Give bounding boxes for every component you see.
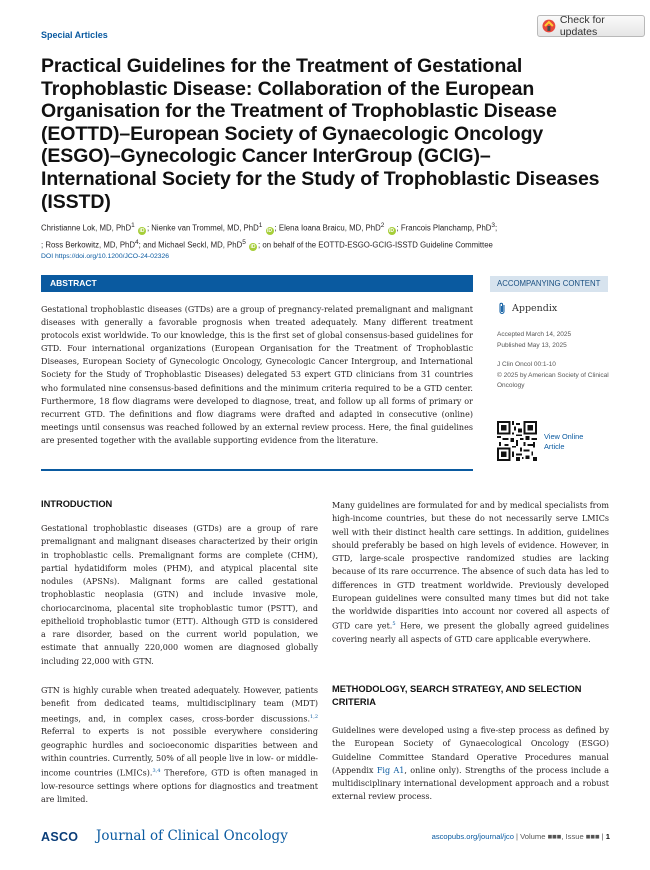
author-name: ; Nienke van Trommel, MD, PhD	[146, 223, 259, 233]
publisher-logo: ASCO	[41, 830, 79, 844]
abstract-heading: ABSTRACT	[41, 275, 473, 292]
check-for-updates-button[interactable]	[537, 15, 645, 37]
reference-link[interactable]: 3,4	[152, 768, 161, 775]
accepted-date: Accepted March 14, 2025	[497, 331, 572, 338]
qr-code-icon[interactable]	[497, 421, 537, 461]
introduction-paragraph: Gestational trophoblastic diseases (GTDs) are a group of rare premalignant and malignant diseases characterized by their origin in trophoblastic cells. Premalignant forms are complete (CHM), partial hydatidiform moles (PHM), and atypical placental site nodules (APSNs). Malignant forms are called gestational trophoblastic neoplasia (GTN) and include invasive mole, choriocarcinoma, placental site trophoblastic tumor (PSTT), and epithelioid trophoblastic tumor (ETT). Although GTD is considered a rare disorder, based on the current world population, we estimate that annually 220,000 women are diagnosed globally including 22,000 with GTN.	[41, 524, 318, 666]
author-name: ; Elena Ioana Braicu, MD, PhD	[274, 223, 381, 233]
affiliation-mark: 1	[258, 222, 263, 229]
citation: J Clin Oncol 00:1-10	[497, 361, 556, 368]
section-label: Special Articles	[41, 30, 108, 40]
orcid-icon[interactable]: iD	[250, 244, 256, 251]
affiliation-mark: 2	[380, 222, 385, 229]
affiliation-mark: 3	[491, 222, 496, 229]
methodology-heading: METHODOLOGY, SEARCH STRATEGY, AND SELECTION CRITERIA	[332, 684, 582, 707]
author-name: ; and Michael Seckl, MD, PhD	[138, 240, 243, 250]
reference-link[interactable]: 1,2	[310, 713, 318, 720]
author-group: ; on behalf of the EOTTD-ESGO-GCIG-ISSTD Guideline Committee	[258, 240, 493, 250]
abstract-divider	[41, 469, 473, 471]
author-name: ; Ross Berkowitz, MD, PhD	[41, 240, 136, 250]
orcid-icon[interactable]: iD	[389, 227, 395, 234]
crossmark-icon	[542, 19, 556, 33]
figure-link[interactable]: Fig A1	[376, 765, 405, 775]
volume-issue: | Volume ■■■, Issue ■■■ |	[513, 832, 606, 841]
copyright: © 2025 by American Society of Clinical Oncology	[497, 371, 609, 389]
article-metadata	[497, 330, 617, 392]
view-online-link[interactable]	[544, 432, 583, 452]
journal-name: Journal of Clinical Oncology	[96, 828, 288, 844]
introduction-paragraph: GTN is highly curable when treated adequately. However, patients benefit from dedicated teams, multidisciplinary team (MDT) meetings, and, in complex cases, cross-border discussions.$^{1,2}$ Referral to experts is not possible everywhere considering geographic hurdles and socioeconomic disparities between and within countries. Currently, 50% of all people live in low- or middle-income countries (LMICs).$^{3,4}$ Therefore, GTD is often managed in low-resource settings where options for diagnostics and treatment are limited.	[41, 686, 319, 805]
abstract-text: Gestational trophoblastic diseases (GTDs) are a group of pregnancy-related premalignant and malignant diseases with generally a favorable prognosis when treated adequately. Many different treatment protocols exist worldwide. To our knowledge, this is the first set of global consensus-based guidelines for GTD. Four international organizations (European Organisation for the Treatment of Trophoblastic Diseases, European Society of Gynecologic Oncology, Gynecologic Cancer Intergroup, and International Society for the Study of Trophoblastic Diseases) delegated 53 expert GTD clinicians from 31 countries who formulated nine consensus-based definitions and the minimum criteria required to be a GTD center. Furthermore, 18 flow diagrams were developed to diagnose, treat, and follow up all forms of primary or recurrent GTD. The definitions and flow diagrams were drafted and adapted in consecutive (online) meetings until consensus was reached followed by an external review process. Here, the final guidelines are presented together with the available supporting evidence from the literature.	[41, 305, 473, 445]
affiliation-mark: 4	[135, 238, 139, 246]
page-number: 1	[605, 832, 610, 841]
author-name: Christianne Lok, MD, PhD	[41, 223, 132, 233]
reference-link[interactable]: 5	[392, 621, 396, 628]
view-online-label: Article	[544, 442, 565, 451]
check-for-updates-label: Check for updates	[559, 14, 605, 38]
appendix-link[interactable]	[497, 302, 557, 315]
orcid-icon[interactable]: iD	[267, 227, 273, 234]
view-online-label: View Online	[544, 432, 584, 441]
doi-link[interactable]: DOI https://doi.org/10.1200/JCO-24-02326	[41, 253, 170, 260]
published-date: Published May 13, 2025	[497, 341, 567, 349]
introduction-paragraph: Many guidelines are formulated for and by medical specialists from high-income countries, but these do not necessarily serve LMICs well with their distinct health care settings. In addition, guidelines should preferably be based on high levels of evidence. However, in GTD, large-scale prospective randomized studies are lacking because of its rare occurrence. The absence of such data has led to differences in GTD treatment worldwide. Previously developed European guidelines were consulted many times but did not take the worldwide disparities into account nor covered all aspects of GTD care yet.$^5$ Here, we present the globally agreed guidelines covering nearly all aspects of GTD care applicable everywhere.	[332, 501, 609, 645]
accompanying-content-heading: ACCOMPANYING CONTENT	[490, 276, 608, 292]
article-title: Practical Guidelines for the Treatment of Gestational Trophoblastic Disease: Collaboration of the European Organisation for the Treatment of Trophoblastic Disease (EOTTD)–European Society of Gynaecologic Oncology (ESGO)–Gynecologic Cancer InterGroup (GCIG)–International Society for the Study of Trophoblastic Diseases (ISSTD)	[41, 55, 600, 213]
methodology-paragraph: Guidelines were developed using a five-step process as defined by the European Society of Gynaecological Oncology (ESGO) Guideline Committee Standard Operative Procedures manual (Appendix Fig A1, online only). Strengths of the process include a multidisciplinary international development approach and a robust external review process.	[332, 726, 610, 802]
affiliation-mark: 1	[131, 222, 135, 229]
journal-url-link[interactable]: ascopubs.org/journal/jco	[431, 832, 514, 841]
appendix-label: Appendix	[512, 303, 558, 314]
orcid-icon[interactable]: iD	[139, 227, 145, 234]
paperclip-icon	[497, 302, 507, 315]
author-name: ; Francois Planchamp, PhD	[396, 223, 492, 233]
author-list: Christianne Lok, MD, PhD$^1$ iD ; Nienke van Trommel, MD, PhD$^1$ iD ; Elena Ioana Braicu, MD, PhD$^2$ iD ; Francois Planchamp, PhD$^3$; ; Ross Berkowitz, MD, PhD$^4$; and Michael Seckl, MD, PhD$^5$ iD ; on behalf of the EOTTD-ESGO-GCIG-ISSTD Guideline Committee	[41, 222, 498, 251]
footer-info	[395, 832, 610, 841]
introduction-heading: INTRODUCTION	[41, 499, 113, 509]
affiliation-mark: 5	[242, 238, 246, 246]
